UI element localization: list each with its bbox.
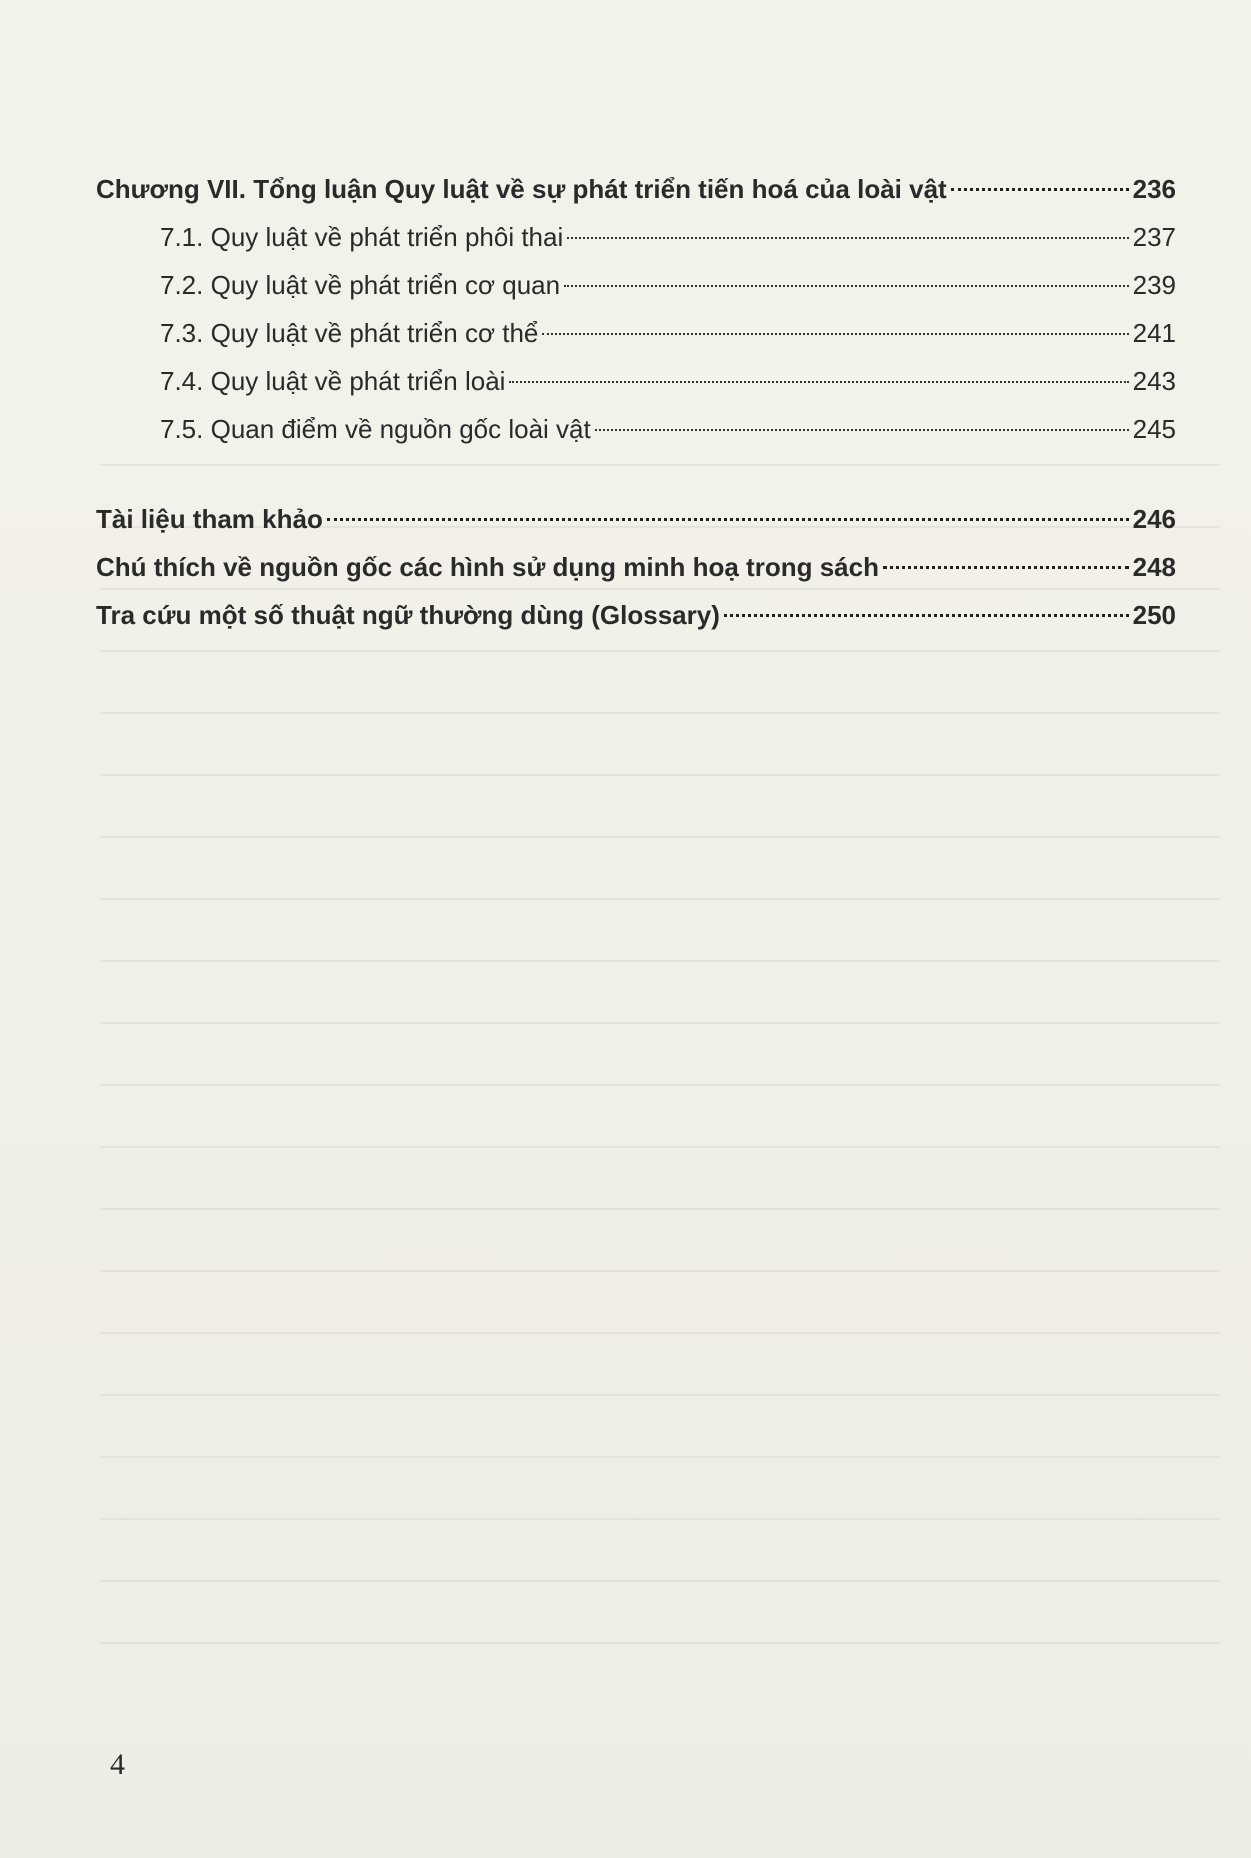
toc-entry-label: Tài liệu tham khảo — [96, 504, 323, 534]
toc-section-7-1 — [96, 213, 1176, 261]
toc-entry-page: 243 — [1132, 366, 1176, 396]
toc-entry-label: Chú thích về nguồn gốc các hình sử dụng minh hoạ trong sách — [96, 552, 879, 582]
dot-leader — [542, 333, 1128, 335]
toc-entry-page: 250 — [1132, 600, 1176, 630]
dot-leader — [567, 237, 1128, 239]
dot-leader — [509, 381, 1128, 383]
dot-leader — [595, 429, 1129, 431]
dot-leader — [564, 285, 1129, 287]
toc-entry-label: 7.2. Quy luật về phát triển cơ quan — [160, 270, 561, 300]
toc-entry-label: Tra cứu một số thuật ngữ thường dùng (Glossary) — [96, 600, 720, 630]
toc-section-7-4 — [96, 357, 1176, 405]
dot-leader — [327, 518, 1129, 521]
toc-entry-page: 246 — [1132, 504, 1176, 534]
toc-entry-label: 7.4. Quy luật về phát triển loài — [160, 366, 506, 396]
toc-figure-notes — [96, 543, 1176, 591]
toc-entry-page: 237 — [1132, 222, 1176, 252]
toc-entry-label: Chương VII. Tổng luận Quy luật về sự phát triển tiến hoá của loài vật — [96, 174, 947, 204]
toc-entry-label: 7.1. Quy luật về phát triển phôi thai — [160, 222, 564, 252]
toc-chapter-7 — [96, 165, 1176, 213]
toc-entry-page: 248 — [1132, 552, 1176, 582]
toc-section-7-2 — [96, 261, 1176, 309]
toc-entry-label: 7.5. Quan điểm về nguồn gốc loài vật — [160, 414, 591, 444]
dot-leader — [724, 614, 1129, 617]
toc-entry-page: 236 — [1132, 174, 1176, 204]
toc-spacer — [96, 453, 1176, 495]
toc-section-7-3 — [96, 309, 1176, 357]
toc-entry-label: 7.3. Quy luật về phát triển cơ thể — [160, 318, 539, 348]
toc-entry-page: 241 — [1132, 318, 1176, 348]
toc-glossary — [96, 591, 1176, 639]
dot-leader — [951, 188, 1129, 191]
dot-leader — [883, 566, 1129, 569]
toc-references — [96, 495, 1176, 543]
toc-entry-page: 245 — [1132, 414, 1176, 444]
page-number: 4 — [110, 1748, 125, 1781]
table-of-contents — [96, 165, 1176, 639]
toc-entry-page: 239 — [1132, 270, 1176, 300]
toc-section-7-5 — [96, 405, 1176, 453]
